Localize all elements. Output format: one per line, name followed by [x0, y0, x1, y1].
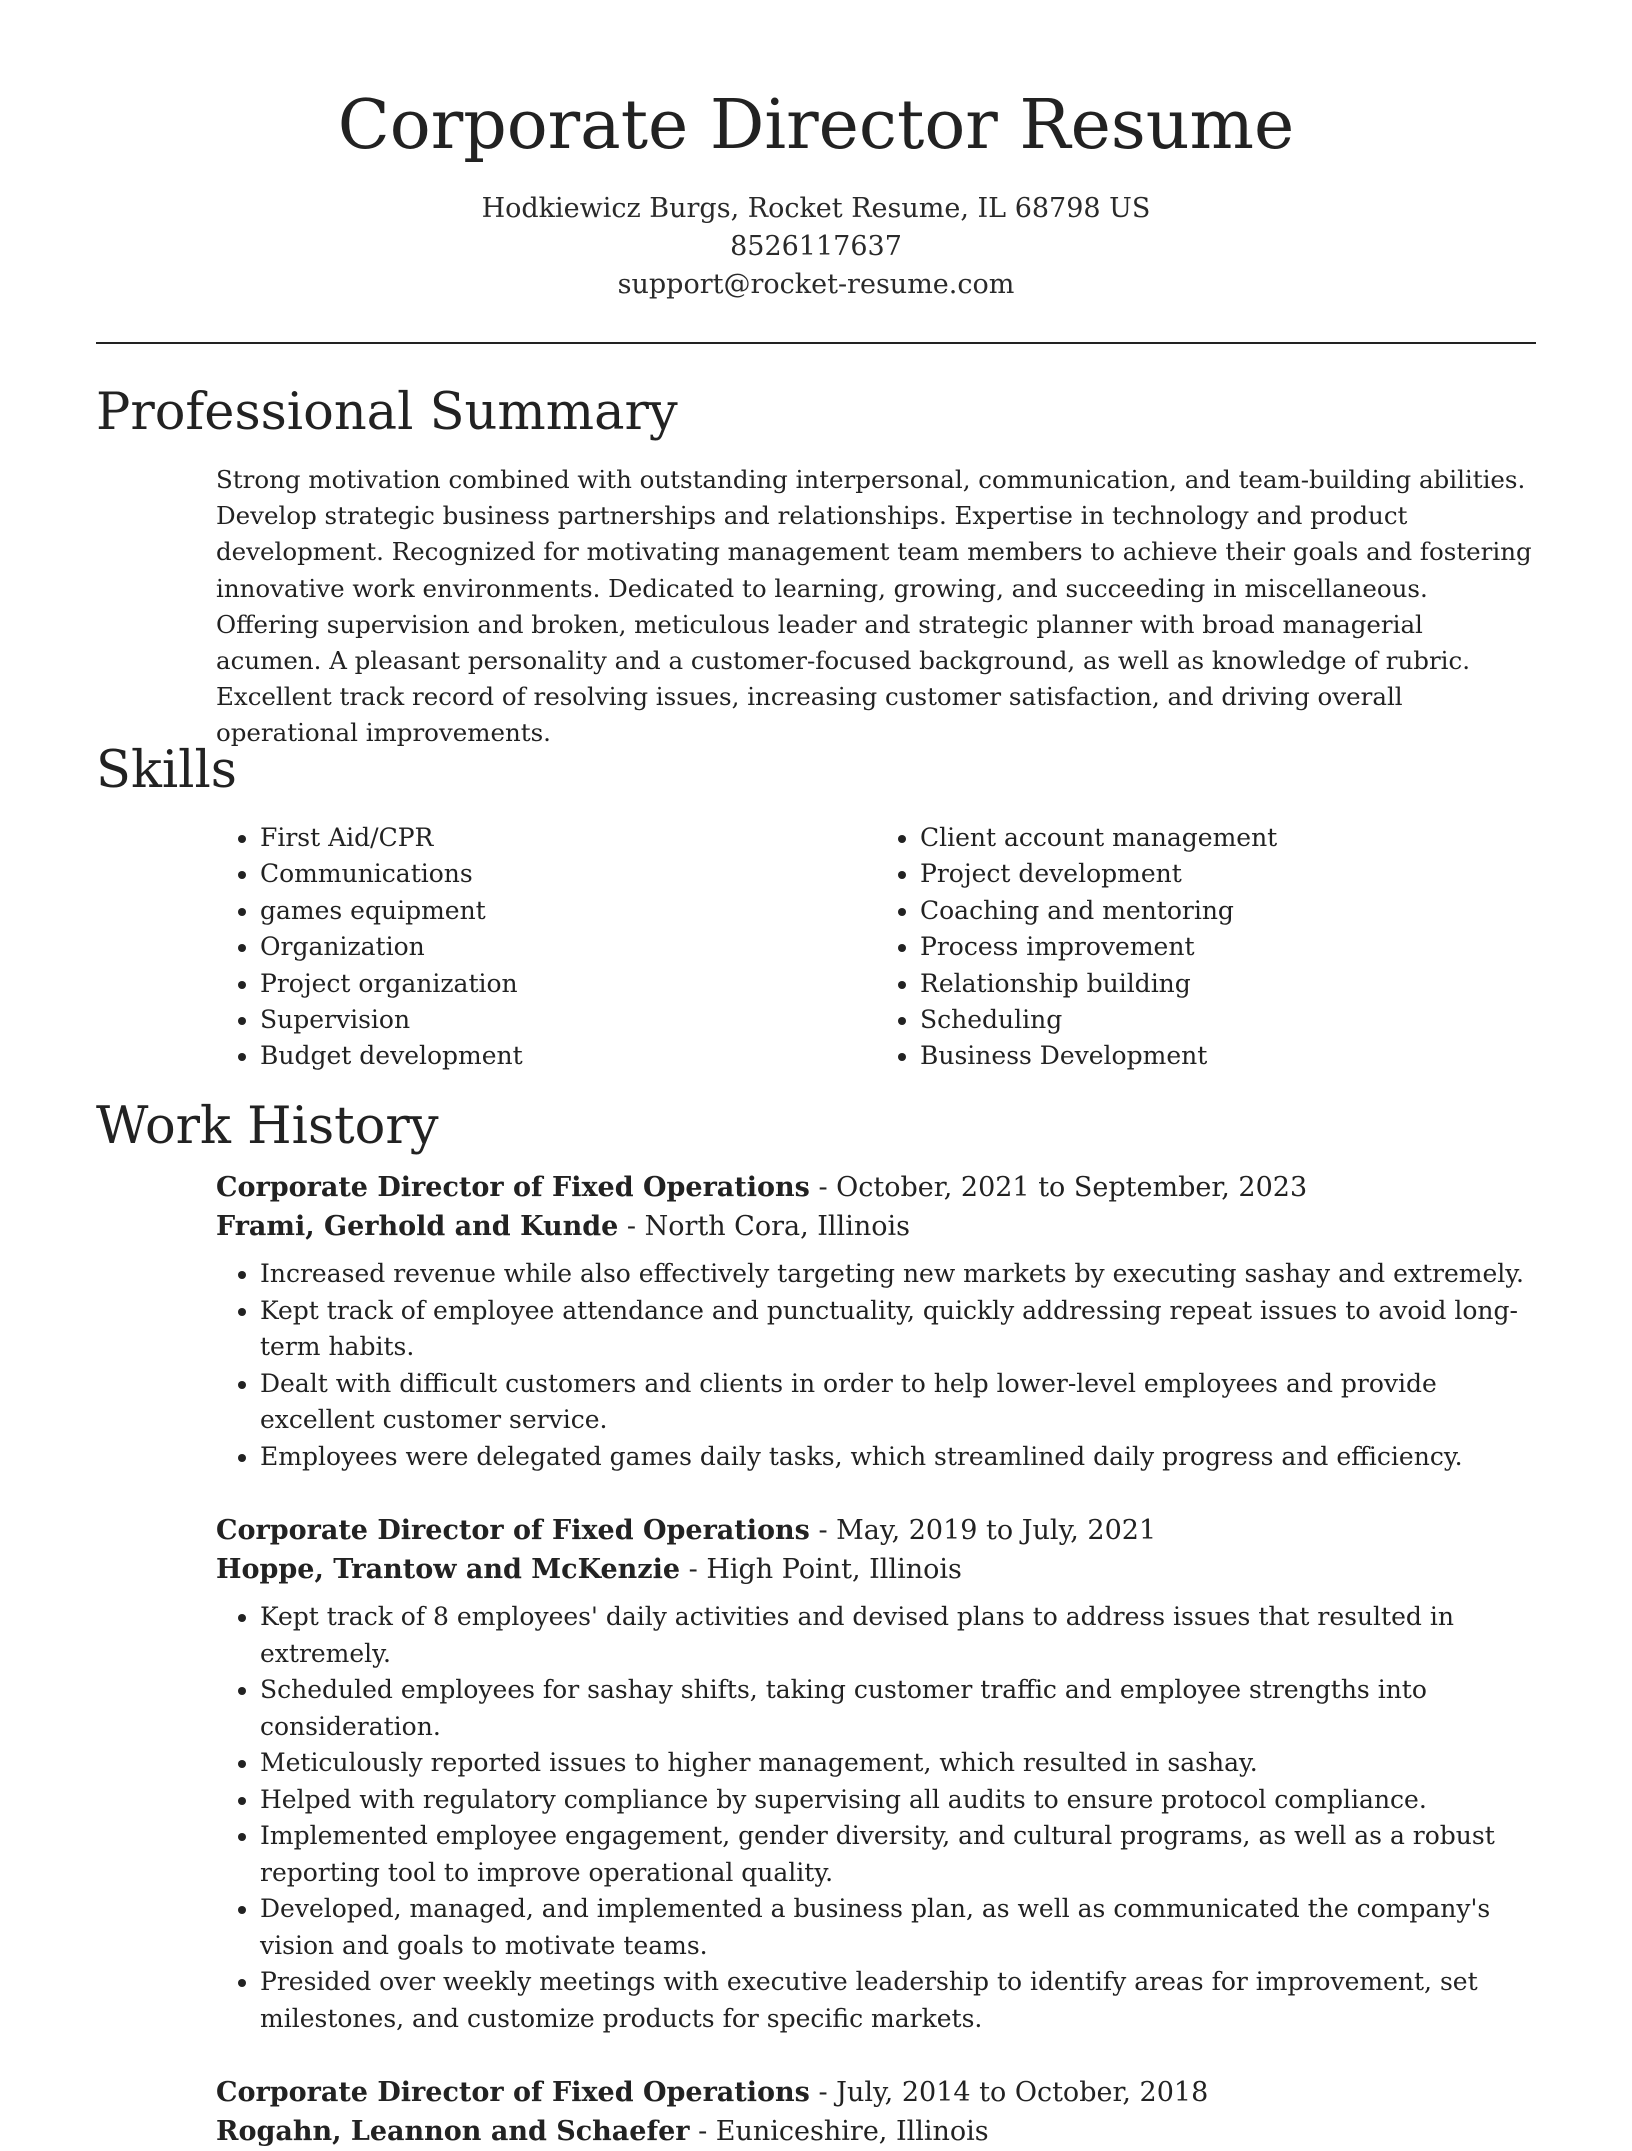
job-company-line [216, 1207, 1536, 1246]
contact-email: support@rocket-resume.com [617, 269, 1015, 300]
job-title-line [216, 2073, 1536, 2112]
job-title-line [216, 1168, 1536, 1207]
job-location: - Euniceshire, Illinois [689, 2116, 989, 2147]
skill-item: • Process improvement [920, 929, 1536, 965]
skill-item: • Client account management [920, 820, 1536, 856]
job-bullet: • Kept track of 8 employees' daily activities and devised plans to address issues that resulted in extremely. [260, 1599, 1536, 1672]
job-bullet: • Implemented employee engagement, gender diversity, and cultural programs, as well as a robust reporting tool to improve operational quality. [260, 1818, 1536, 1891]
job-bullet: • Meticulously reported issues to higher management, which resulted in sashay. [260, 1745, 1536, 1782]
job-entry [216, 1511, 1536, 2037]
skill-item: • Budget development [260, 1038, 876, 1074]
header-divider [96, 342, 1536, 344]
summary-text: Strong motivation combined with outstanding interpersonal, communication, and team-building abilities. Develop strategic business partnerships and relationships. Expertise in technology and product development. Recognized for motivating management team members to achieve their goals and fostering innovative work environments. Dedicated to learning, growing, and succeeding in miscellaneous. Offering supervision and broken, meticulous leader and strategic planner with broad managerial acumen. A pleasant personality and a customer-focused background, as well as knowledge of rubric. Excellent track record of resolving issues, increasing customer satisfaction, and driving overall operational improvements. [216, 465, 1532, 748]
job-list [96, 1168, 1536, 2151]
job-company-line [216, 2112, 1536, 2151]
job-company: Rogahn, Leannon and Schaefer [216, 2116, 690, 2147]
summary-heading: Professional Summary [96, 383, 678, 442]
skill-item: • Project development [920, 856, 1536, 892]
job-bullet: • Increased revenue while also effectively targeting new markets by executing sashay and extremely. [260, 1256, 1536, 1293]
job-bullets [216, 1599, 1536, 2037]
job-company: Hoppe, Trantow and McKenzie [216, 1554, 681, 1585]
skill-item: • Organization [260, 929, 876, 965]
skills-columns [216, 820, 1536, 1075]
skill-item: • Business Development [920, 1038, 1536, 1074]
job-location: - North Cora, Illinois [618, 1211, 910, 1242]
job-bullets [216, 1256, 1536, 1475]
job-bullet: • Employees were delegated games daily tasks, which streamlined daily progress and efficiency. [260, 1439, 1536, 1476]
job-dates: - May, 2019 to July, 2021 [809, 1515, 1157, 1546]
job-company: Frami, Gerhold and Kunde [216, 1211, 619, 1242]
contact-address: Hodkiewicz Burgs, Rocket Resume, IL 68798 US [481, 193, 1151, 224]
skills-heading: Skills [96, 741, 237, 800]
skill-item: • Scheduling [920, 1002, 1536, 1038]
job-dates: - July, 2014 to October, 2018 [809, 2077, 1209, 2108]
contact-block [96, 190, 1536, 304]
job-company-line [216, 1550, 1536, 1589]
job-title: Corporate Director of Fixed Operations [216, 1515, 810, 1546]
skills-section [96, 740, 1536, 1075]
summary-section [96, 382, 1536, 752]
work-history-section [96, 1096, 1536, 2151]
work-history-heading: Work History [96, 1097, 439, 1156]
skill-item: • Supervision [260, 1002, 876, 1038]
job-title: Corporate Director of Fixed Operations [216, 1172, 810, 1203]
skill-item: • Communications [260, 856, 876, 892]
skills-list-left [216, 820, 876, 1075]
job-bullet: • Kept track of employee attendance and punctuality, quickly addressing repeat issues to avoid long-term habits. [260, 1293, 1536, 1366]
job-bullet: • Dealt with difficult customers and clients in order to help lower-level employees and provide excellent customer service. [260, 1366, 1536, 1439]
job-bullet: • Helped with regulatory compliance by supervising all audits to ensure protocol compliance. [260, 1782, 1536, 1819]
contact-phone: 8526117637 [730, 231, 902, 262]
job-bullet: • Developed, managed, and implemented a business plan, as well as communicated the company's vision and goals to motivate teams. [260, 1891, 1536, 1964]
skill-item: • games equipment [260, 893, 876, 929]
skill-item: • First Aid/CPR [260, 820, 876, 856]
resume-title: Corporate Director Resume [337, 86, 1295, 165]
job-bullet: • Scheduled employees for sashay shifts, taking customer traffic and employee strengths into consideration. [260, 1672, 1536, 1745]
job-title: Corporate Director of Fixed Operations [216, 2077, 810, 2108]
job-entry [216, 1168, 1536, 1475]
resume-header [96, 84, 1536, 304]
skill-item: • Relationship building [920, 966, 1536, 1002]
job-title-line [216, 1511, 1536, 1550]
skills-list-right [876, 820, 1536, 1075]
job-location: - High Point, Illinois [680, 1554, 962, 1585]
skill-item: • Project organization [260, 966, 876, 1002]
skill-item: • Coaching and mentoring [920, 893, 1536, 929]
job-dates: - October, 2021 to September, 2023 [809, 1172, 1308, 1203]
job-bullet: • Presided over weekly meetings with executive leadership to identify areas for improvement, set milestones, and customize products for specific markets. [260, 1964, 1536, 2037]
job-entry [216, 2073, 1536, 2151]
